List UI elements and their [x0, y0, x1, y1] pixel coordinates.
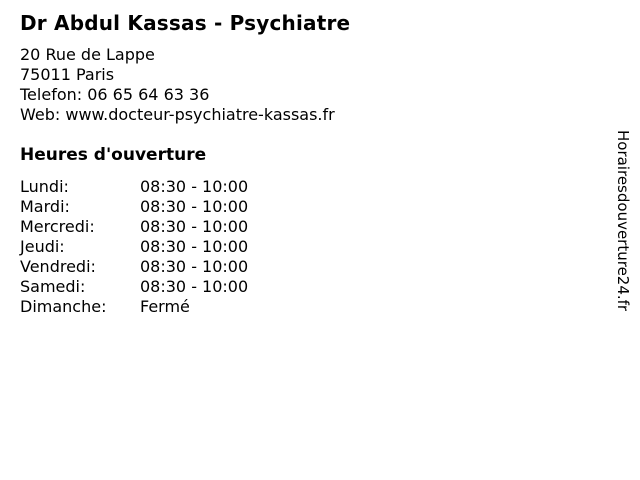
time-value: 08:30 - 10:00	[140, 217, 249, 236]
page-title: Dr Abdul Kassas - Psychiatre	[20, 11, 351, 35]
day-label: Samedi:	[20, 277, 86, 296]
time-value: 08:30 - 10:00	[140, 237, 249, 256]
day-label: Dimanche:	[20, 297, 107, 316]
time-value: 08:30 - 10:00	[140, 197, 249, 216]
phone-line: Telefon: 06 65 64 63 36	[20, 85, 210, 104]
address-street: 20 Rue de Lappe	[20, 45, 155, 64]
hours-row-saturday	[20, 277, 580, 297]
time-value: 08:30 - 10:00	[140, 177, 249, 196]
day-label: Mardi:	[20, 197, 70, 216]
opening-hours-heading: Heures d'ouverture	[20, 145, 207, 165]
time-value: Fermé	[140, 297, 190, 316]
main-content	[20, 10, 580, 317]
contact-info	[20, 45, 580, 125]
hours-row-friday	[20, 257, 580, 277]
hours-row-tuesday	[20, 197, 580, 217]
day-label: Vendredi:	[20, 257, 96, 276]
hours-row-sunday	[20, 297, 580, 317]
day-label: Lundi:	[20, 177, 69, 196]
time-value: 08:30 - 10:00	[140, 257, 249, 276]
day-label: Mercredi:	[20, 217, 95, 236]
hours-row-thursday	[20, 237, 580, 257]
site-branding-vertical: Horairesdouverture24.fr	[614, 130, 632, 312]
hours-row-wednesday	[20, 217, 580, 237]
website-line: Web: www.docteur-psychiatre-kassas.fr	[20, 105, 335, 124]
opening-hours-table	[20, 177, 580, 317]
day-label: Jeudi:	[20, 237, 65, 256]
time-value: 08:30 - 10:00	[140, 277, 249, 296]
address-city: 75011 Paris	[20, 65, 115, 84]
hours-row-monday	[20, 177, 580, 197]
